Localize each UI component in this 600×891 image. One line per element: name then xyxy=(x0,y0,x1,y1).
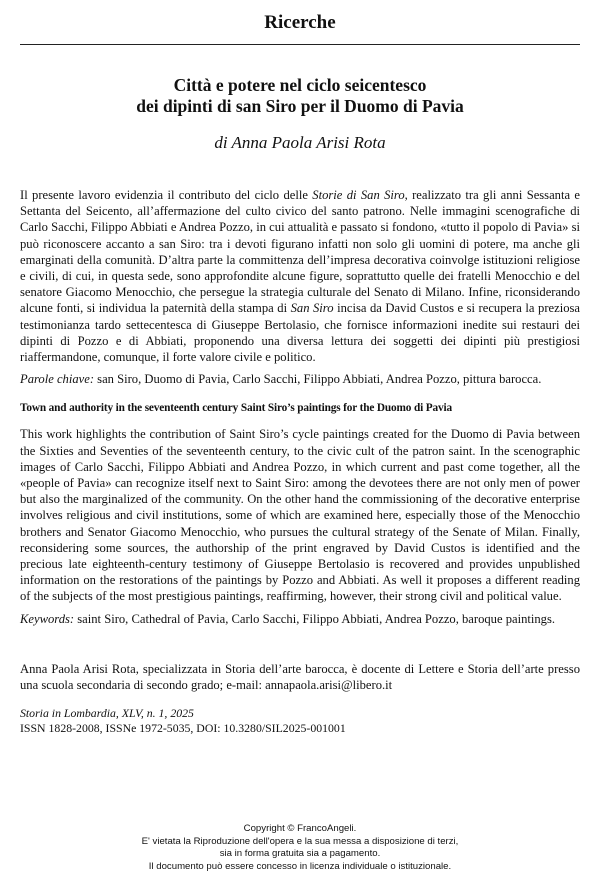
copyright-notice xyxy=(0,823,600,873)
keywords-italian xyxy=(20,371,580,387)
copyright-line-4: Il documento può essere concesso in licenza individuale o istituzionale. xyxy=(148,860,452,872)
keywords-it-text: san Siro, Duomo di Pavia, Carlo Sacchi, Filippo Abbiati, Andrea Pozzo, pittura barocca. xyxy=(94,372,542,387)
abstract-it-part-3: incisa da David Custos e si recupera la preziosa testimonianza tardo settecentesca di Giuseppe Bertolasio, che fornisce informazioni inedite sui restauri dei dipinti di Pozzo e di Abbiati, proponendo una diversa lettura dei soggetti dei dipinti più prestigiosi riaffermandone, comunque, il forte valore civile e politico. xyxy=(20,301,580,365)
abstract-it-part-2: , realizzato tra gli anni Sessanta e Settanta del Seicento, all’affermazione del culto civico del santo patrono. Nelle immagini scenografiche di Carlo Sacchi, Filippo Abbiati e Andrea Pozzo, in cui attualità e passato si fondono, «tutto il popolo di Pavia» si può riconoscere accanto a san Siro: tra i devoti figurano infatti non solo gli uomini di potere, ma anche gli emarginati della comunità. D’altra parte la committenza dell’impresa decorativa coinvolge istituzioni religiose e civili, di cui, in questa sede, sono approfondite alcune figure, soprattutto quelle dei fratelli Menocchio e del senatore Giacomo Menocchio, che persegue la strategia culturale del Senato di Milano. Infine, riconsiderando alcune fonti, si individua la paternità della stampa di xyxy=(20,188,580,316)
abstract-it-italic-1: Storie di San Siro xyxy=(312,188,405,202)
keywords-english xyxy=(20,611,580,627)
journal-name: Storia in Lombardia, XLV, n. 1, 2025 xyxy=(20,705,194,720)
article-title xyxy=(20,75,580,117)
header-rule xyxy=(20,44,580,45)
article-author: di Anna Paola Arisi Rota xyxy=(214,133,386,152)
author-bio: Anna Paola Arisi Rota, specializzata in Storia dell’arte barocca, è docente di Lettere e Storia dell’arte presso una scuola secondaria di secondo grado; e-mail: annapaola.arisi@libero.it xyxy=(20,661,580,693)
abstract-it-part-1: Il presente lavoro evidenzia il contributo del ciclo delle xyxy=(20,188,313,202)
section-header: Ricerche xyxy=(264,12,336,33)
keywords-en-text: saint Siro, Cathedral of Pavia, Carlo Sacchi, Filippo Abbiati, Andrea Pozzo, baroque paintings. xyxy=(74,611,556,626)
abstract-it-italic-2: San Siro xyxy=(290,301,334,316)
article-title-line-1: Città e potere nel ciclo seicentesco xyxy=(173,75,427,95)
journal-ids: ISSN 1828-2008, ISSNe 1972-5035, DOI: 10.3280/SIL2025-001001 xyxy=(20,720,346,735)
article-title-line-2: dei dipinti di san Siro per il Duomo di Pavia xyxy=(136,96,464,116)
abstract-english: This work highlights the contribution of Saint Siro’s cycle paintings created for the Duomo di Pavia between the Sixties and Seventies of the seventeenth century, to the civic cult of the patron saint. In the scenographic images of Carlo Sacchi, Filippo Abbiati and Andrea Pozzo, in which current and past come together, all the «people of Pavia» can recognize itself next to Saint Siro: among the devotees there are not only men of power but also the marginalized of the community. On the other hand the commissioning of the decorative enterprise involves religious and civil institutions, some of which are examined here, especially those of the Menocchio brothers and Senator Giacomo Menocchio, who pursues the cultural strategy of the Senate of Milan. Finally, reconsidering some sources, the authorship of the print engraved by David Custos is identified and the precious late eighteenth-century testimony of Giuseppe Bertolasio is recovered and provides unpublished information on the restorations of the paintings by Pozzo and Abbiati. As well it proposes a different reading of the subjects of the most prestigious paintings, reaffirming, however, their strong civil and political value. xyxy=(20,427,580,604)
copyright-line-2: E' vietata la Riproduzione dell'opera e la sua messa a disposizione di terzi, xyxy=(141,835,459,847)
article-page xyxy=(20,0,580,736)
journal-info xyxy=(20,706,580,736)
copyright-line-3: sia in forma gratuita sia a pagamento. xyxy=(219,848,381,859)
copyright-line-1: Copyright © FrancoAngeli. xyxy=(243,823,357,834)
english-title: Town and authority in the seventeenth century Saint Siro’s paintings for the Duomo di Pavia xyxy=(20,402,452,415)
keywords-it-label: Parole chiave: xyxy=(20,372,95,387)
keywords-en-label: Keywords: xyxy=(20,611,75,626)
abstract-italian xyxy=(20,187,580,365)
